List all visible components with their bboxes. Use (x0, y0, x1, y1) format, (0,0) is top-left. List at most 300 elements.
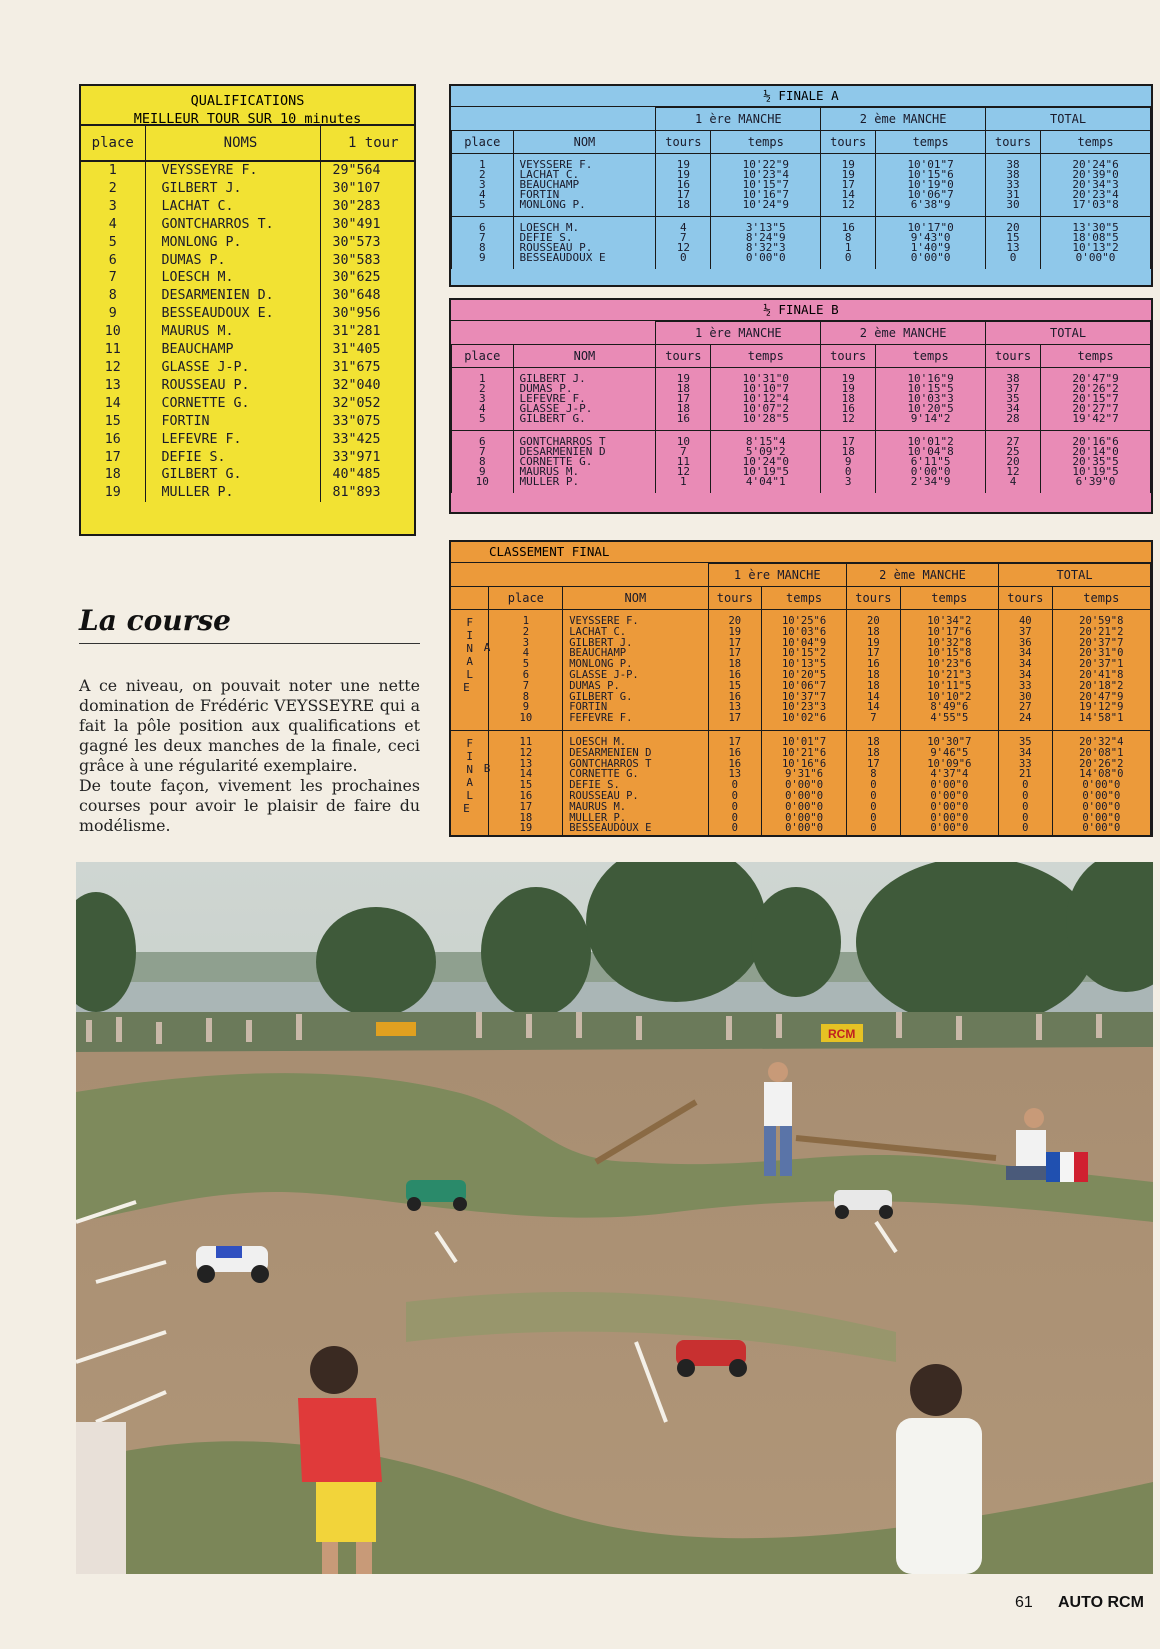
table-cell: 30"648 (332, 288, 381, 304)
table-cell: 16 (489, 791, 563, 802)
half-final-a-title: ½ FINALE A (451, 86, 1151, 107)
table-cell: 2 (452, 384, 514, 394)
table-cell: 10'11"5 (900, 681, 998, 692)
table-cell: 20'34"3 (1041, 180, 1151, 190)
qualifications-caption (81, 86, 414, 126)
table-cell: 17 (656, 190, 711, 200)
table-cell: 0'00"0 (762, 780, 847, 791)
table-cell: 10'09"6 (900, 759, 998, 770)
column-header: temps (900, 587, 998, 610)
table-cell: 37 (986, 384, 1041, 394)
table-cell: DEFIE S. (563, 780, 708, 791)
table-cell: 1 (81, 161, 145, 180)
table-cell: 18 (821, 394, 876, 404)
table-cell: 10'23"6 (900, 659, 998, 670)
table-cell: ROUSSEAU P. (563, 791, 708, 802)
table-cell: 14 (847, 692, 901, 703)
table-cell: 10'15"7 (711, 180, 821, 190)
table-cell: 4'37"4 (900, 769, 998, 780)
table-cell: 9 (452, 467, 514, 477)
table-cell: 9'46"5 (900, 748, 998, 759)
table-cell: 10'23"3 (762, 702, 847, 713)
table-row (81, 359, 414, 377)
table-cell: GILBERT J. (513, 368, 656, 385)
table-cell: 7 (656, 447, 711, 457)
table-cell: 20'35"5 (1041, 457, 1151, 467)
table-cell: 0'00"0 (762, 791, 847, 802)
table-cell: 35 (986, 394, 1041, 404)
table-cell: BEAUCHAMP (145, 341, 320, 359)
table-cell: BEAUCHAMP (563, 648, 708, 659)
final-group-letter: B (483, 761, 491, 775)
half-final-a-table (449, 84, 1153, 287)
table-cell: 16 (708, 692, 762, 703)
table-cell: 20'47"9 (1041, 368, 1151, 385)
table-cell: 8 (81, 287, 145, 305)
table-row (81, 287, 414, 305)
table-cell: 10'24"9 (711, 200, 821, 217)
table-cell: FORTIN (513, 190, 656, 200)
table-cell: 10'17"0 (876, 217, 986, 234)
table-cell: 6 (452, 217, 514, 234)
table-cell: 10'30"7 (900, 730, 998, 747)
table-cell: 34 (999, 648, 1053, 659)
table-cell: 8 (847, 769, 901, 780)
column-header: place (452, 131, 514, 154)
table-cell: 10'19"5 (711, 467, 821, 477)
table-cell: 21 (999, 769, 1053, 780)
table-cell: 10'04"9 (762, 638, 847, 649)
table-cell: 32"040 (332, 377, 381, 393)
table-cell: 19 (81, 484, 145, 502)
table-cell: 0 (821, 253, 876, 269)
table-cell: 17 (708, 638, 762, 649)
table-cell: 18 (656, 200, 711, 217)
table-cell: 0'00"0 (900, 780, 998, 791)
table-row (451, 802, 1151, 813)
table-cell: 24 (999, 713, 1053, 730)
table-cell: 10'34"2 (900, 610, 998, 627)
group-header: TOTAL (986, 108, 1151, 131)
table-cell: 9 (81, 305, 145, 323)
table-cell: 10'01"7 (762, 730, 847, 747)
table-cell: 0 (708, 802, 762, 813)
table-cell: 12 (656, 467, 711, 477)
table-cell: 17 (708, 648, 762, 659)
final-ranking-title: CLASSEMENT FINAL (451, 542, 1151, 563)
table-cell: 16 (708, 670, 762, 681)
table-cell: 10'37"7 (762, 692, 847, 703)
half-final-b-grid (451, 321, 1151, 493)
table-cell: 20'24"6 (1041, 154, 1151, 171)
table-cell: 9'14"2 (876, 414, 986, 431)
table-cell: 12 (81, 359, 145, 377)
table-cell: 8'24"9 (711, 233, 821, 243)
table-cell: 18 (656, 404, 711, 414)
table-cell: 13 (81, 377, 145, 395)
table-cell: 19 (656, 368, 711, 385)
table-cell: 16 (656, 180, 711, 190)
table-cell: 19 (821, 384, 876, 394)
table-cell: 8'49"6 (900, 702, 998, 713)
table-row (81, 377, 414, 395)
table-cell: 0'00"0 (1041, 253, 1151, 269)
table-cell: GILBERT G. (145, 466, 320, 484)
table-cell: 30"283 (332, 198, 381, 214)
page-number: 61 (1015, 1594, 1033, 1611)
table-cell: 1 (452, 154, 514, 171)
table-cell: 2 (489, 627, 563, 638)
table-row (81, 180, 414, 198)
table-cell: 7 (656, 233, 711, 243)
table-cell: 18 (81, 466, 145, 484)
table-cell: 17 (656, 394, 711, 404)
table-cell: 14 (821, 190, 876, 200)
table-cell: 0'00"0 (876, 253, 986, 269)
table-cell: LACHAT C. (145, 198, 320, 216)
table-cell: 0'00"0 (1052, 813, 1150, 824)
table-cell: 0'00"0 (1052, 780, 1150, 791)
table-cell: 34 (999, 670, 1053, 681)
table-cell: 10'19"5 (1041, 467, 1151, 477)
table-cell: 10'15"6 (876, 170, 986, 180)
table-cell: 16 (708, 759, 762, 770)
table-cell: 4 (986, 477, 1041, 493)
table-cell: 14 (489, 769, 563, 780)
table-cell: 18 (656, 384, 711, 394)
table-cell: 19 (847, 638, 901, 649)
column-header: NOM (513, 131, 656, 154)
table-cell: 17 (489, 802, 563, 813)
table-cell: VEYSSERE F. (563, 610, 708, 627)
table-cell: 10'15"5 (876, 384, 986, 394)
table-cell: 15 (986, 233, 1041, 243)
table-cell: 38 (986, 170, 1041, 180)
table-cell: 10'01"2 (876, 431, 986, 448)
table-cell: 16 (708, 748, 762, 759)
table-cell: 20'37"7 (1052, 638, 1150, 649)
table-cell: 4 (489, 648, 563, 659)
table-cell: 10'20"5 (762, 670, 847, 681)
group-header: 1 ère MANCHE (656, 108, 821, 131)
table-cell: 18 (847, 681, 901, 692)
table-cell: 3 (81, 198, 145, 216)
table-cell: 19'42"7 (1041, 414, 1151, 431)
table-cell: 13'30"5 (1041, 217, 1151, 234)
table-cell: 0'00"0 (900, 791, 998, 802)
group-header: 1 ère MANCHE (708, 564, 847, 587)
table-cell: FORTIN (563, 702, 708, 713)
table-cell: GILBERT G. (513, 414, 656, 431)
table-row (81, 413, 414, 431)
table-cell: FORTIN (145, 413, 320, 431)
group-header: 2 ème MANCHE (821, 322, 986, 345)
column-header: NOM (513, 345, 656, 368)
final-group-letter: A (483, 641, 491, 654)
table-cell: 13 (986, 243, 1041, 253)
table-cell: 0 (847, 780, 901, 791)
column-header-row (452, 345, 1151, 368)
table-cell: 8 (821, 233, 876, 243)
table-cell: 19 (821, 170, 876, 180)
final-ranking-table (449, 540, 1153, 837)
table-cell: ROUSSEAU P. (513, 243, 656, 253)
table-cell: 7 (452, 233, 514, 243)
table-cell: 9 (452, 253, 514, 269)
qualifications-grid (81, 126, 414, 502)
table-cell: DUMAS P. (145, 252, 320, 270)
table-cell: 10'06"7 (762, 681, 847, 692)
table-cell: 8 (452, 457, 514, 467)
table-cell: 4 (81, 216, 145, 234)
final-group-label (451, 610, 489, 731)
table-cell: 0'00"0 (900, 802, 998, 813)
column-header: temps (1052, 587, 1150, 610)
column-header: tours (986, 345, 1041, 368)
table-cell: 10 (81, 323, 145, 341)
table-cell: 18 (847, 748, 901, 759)
column-header-row (452, 131, 1151, 154)
table-cell: MAURUS M. (145, 323, 320, 341)
table-cell: 33"075 (332, 413, 381, 429)
table-cell: 10'24"0 (711, 457, 821, 467)
qualifications-title: QUALIFICATIONS (190, 93, 305, 109)
table-cell: 31"675 (332, 359, 381, 375)
table-cell: 0 (999, 813, 1053, 824)
table-cell: 20'39"0 (1041, 170, 1151, 180)
group-header-row (451, 564, 1151, 587)
table-cell: 20 (847, 610, 901, 627)
table-cell: 0 (708, 813, 762, 824)
table-cell: 16 (821, 217, 876, 234)
table-cell: 0 (847, 802, 901, 813)
table-cell: 19 (656, 170, 711, 180)
table-cell: 20'23"4 (1041, 190, 1151, 200)
table-cell: 20'26"2 (1041, 384, 1151, 394)
table-cell: 2'34"9 (876, 477, 986, 493)
column-header: place (452, 345, 514, 368)
table-cell: CORNETTE G. (513, 457, 656, 467)
table-cell: 20'32"4 (1052, 730, 1150, 747)
table-cell: 10'17"6 (900, 627, 998, 638)
table-cell: BEAUCHAMP (513, 180, 656, 190)
table-cell: 19 (489, 823, 563, 837)
table-cell: 33 (999, 759, 1053, 770)
column-header: NOM (563, 587, 708, 610)
table-cell: 16 (847, 659, 901, 670)
table-cell: 20 (986, 457, 1041, 467)
table-cell: 6 (81, 252, 145, 270)
column-header: place (489, 587, 563, 610)
table-cell: 12 (821, 414, 876, 431)
column-header: temps (1041, 131, 1151, 154)
table-cell: 3 (452, 394, 514, 404)
article-heading: La course (79, 604, 420, 644)
table-cell: 17'03"8 (1041, 200, 1151, 217)
table-row (81, 395, 414, 413)
table-cell: 12 (489, 748, 563, 759)
table-cell: 0 (999, 791, 1053, 802)
table-cell: 13 (489, 759, 563, 770)
table-cell: DESARMENIEN D. (145, 287, 320, 305)
table-cell: 15 (81, 413, 145, 431)
table-cell: 10'28"5 (711, 414, 821, 431)
table-cell: 8'32"3 (711, 243, 821, 253)
race-track-illustration (76, 862, 1153, 1574)
table-cell: 6'11"5 (876, 457, 986, 467)
table-cell: DUMAS P. (513, 384, 656, 394)
table-cell: 33 (986, 180, 1041, 190)
table-cell: 34 (999, 659, 1053, 670)
table-row (451, 610, 1151, 627)
table-cell: 10 (656, 431, 711, 448)
table-cell: 0 (708, 780, 762, 791)
table-cell: 10'20"5 (876, 404, 986, 414)
table-cell: 19 (708, 627, 762, 638)
group-header: 1 ère MANCHE (656, 322, 821, 345)
table-cell: MULLER P. (145, 484, 320, 502)
table-row (81, 216, 414, 234)
table-cell: 7 (489, 681, 563, 692)
table-cell: 10'16"7 (711, 190, 821, 200)
table-cell: 9'43"0 (876, 233, 986, 243)
table-cell: MAURUS M. (513, 467, 656, 477)
table-cell: LEFEVRE F. (513, 394, 656, 404)
qualifications-subtitle: MEILLEUR TOUR SUR 10 minutes (133, 111, 362, 127)
table-cell: GILBERT J. (563, 638, 708, 649)
table-cell: 20'21"2 (1052, 627, 1150, 638)
table-row (451, 730, 1151, 747)
table-row (452, 253, 1151, 269)
table-cell: 18 (489, 813, 563, 824)
table-cell: LACHAT C. (513, 170, 656, 180)
table-cell: 10'32"8 (900, 638, 998, 649)
table-cell: 30"491 (332, 216, 381, 232)
table-cell: 30 (986, 200, 1041, 217)
table-cell: GONTCHARROS T. (145, 216, 320, 234)
table-cell: 16 (656, 414, 711, 431)
table-cell: 4 (656, 217, 711, 234)
column-header: tours (999, 587, 1053, 610)
table-cell: 4'04"1 (711, 477, 821, 493)
table-cell: 10'22"9 (711, 154, 821, 171)
table-cell: 5 (452, 414, 514, 431)
table-row (81, 466, 414, 484)
table-cell: 19 (656, 154, 711, 171)
table-cell: 0'00"0 (762, 823, 847, 837)
table-cell: 0'00"0 (762, 813, 847, 824)
race-track-photo (76, 862, 1153, 1574)
column-header: temps (711, 345, 821, 368)
table-cell: FEFEVRE F. (563, 713, 708, 730)
table-cell: 20'15"7 (1041, 394, 1151, 404)
table-cell: 17 (708, 713, 762, 730)
table-cell: 0 (847, 823, 901, 837)
table-cell: 38 (986, 368, 1041, 385)
table-cell: 11 (81, 341, 145, 359)
table-cell: GILBERT J. (145, 180, 320, 198)
table-cell: DUMAS P. (563, 681, 708, 692)
table-cell: 0'00"0 (900, 823, 998, 837)
table-cell: 17 (821, 431, 876, 448)
table-cell: 15 (708, 681, 762, 692)
table-row (81, 305, 414, 323)
table-cell: 10 (489, 713, 563, 730)
table-cell: LACHAT C. (563, 627, 708, 638)
table-cell: 1 (489, 610, 563, 627)
table-cell: 10'21"6 (762, 748, 847, 759)
table-cell: BESSEAUDOUX E (563, 823, 708, 837)
table-row (451, 823, 1151, 837)
table-cell: 10'04"8 (876, 447, 986, 457)
table-cell: 10'07"2 (711, 404, 821, 414)
table-cell: 19 (821, 368, 876, 385)
table-cell: ROUSSEAU P. (145, 377, 320, 395)
table-row (451, 713, 1151, 730)
table-cell: GONTCHARROS T (513, 431, 656, 448)
table-cell: 0 (847, 791, 901, 802)
final-group-label (451, 730, 489, 837)
table-cell: 30"956 (332, 306, 381, 322)
table-cell: 10'15"8 (900, 648, 998, 659)
table-cell: 20'47"9 (1052, 692, 1150, 703)
table-cell: GILBERT G. (563, 692, 708, 703)
table-cell: 18 (708, 659, 762, 670)
table-row (81, 161, 414, 180)
table-cell: 9'31"6 (762, 769, 847, 780)
table-cell: 6'38"9 (876, 200, 986, 217)
table-row (81, 234, 414, 252)
table-cell: 20'18"2 (1052, 681, 1150, 692)
article-paragraph: De toute façon, vivement les prochaines courses pour avoir le plaisir de faire du modélisme. (79, 776, 420, 835)
table-cell: 17 (821, 180, 876, 190)
table-cell: 10'25"6 (762, 610, 847, 627)
table-cell: 0'00"0 (900, 813, 998, 824)
column-header: temps (711, 131, 821, 154)
table-cell: 0'00"0 (711, 253, 821, 269)
table-cell: 12 (986, 467, 1041, 477)
table-cell: 5 (452, 200, 514, 217)
table-cell: BESSEAUDOUX E. (145, 305, 320, 323)
table-cell: 7 (847, 713, 901, 730)
table-cell: 10'01"7 (876, 154, 986, 171)
table-cell: 3 (821, 477, 876, 493)
table-cell: 20'31"0 (1052, 648, 1150, 659)
table-cell: 0'00"0 (876, 467, 986, 477)
table-row (81, 484, 414, 502)
banner-text: RCM (828, 1027, 856, 1041)
article-paragraph: A ce niveau, on pouvait noter une nette domination de Frédéric VEYSSEYRE qui a fait la pôle position aux qualifications et gagné les deux manches de la finale, ceci grâce à une régularité exemplaire. (79, 676, 420, 775)
table-cell: 10 (452, 477, 514, 493)
table-row (81, 252, 414, 270)
table-cell: 10'02"6 (762, 713, 847, 730)
column-header: temps (762, 587, 847, 610)
table-cell: 0 (999, 780, 1053, 791)
table-cell: 37 (999, 627, 1053, 638)
table-cell: 27 (999, 702, 1053, 713)
table-cell: 28 (986, 414, 1041, 431)
column-header: place (81, 126, 145, 161)
table-row (81, 198, 414, 216)
table-cell: 6'39"0 (1041, 477, 1151, 493)
table-cell: MONLONG P. (563, 659, 708, 670)
table-cell: 10'16"9 (876, 368, 986, 385)
table-cell: 31"281 (332, 324, 381, 340)
table-cell: 10'16"6 (762, 759, 847, 770)
group-header: 2 ème MANCHE (821, 108, 986, 131)
table-row (81, 341, 414, 359)
table-cell: GONTCHARROS T (563, 759, 708, 770)
